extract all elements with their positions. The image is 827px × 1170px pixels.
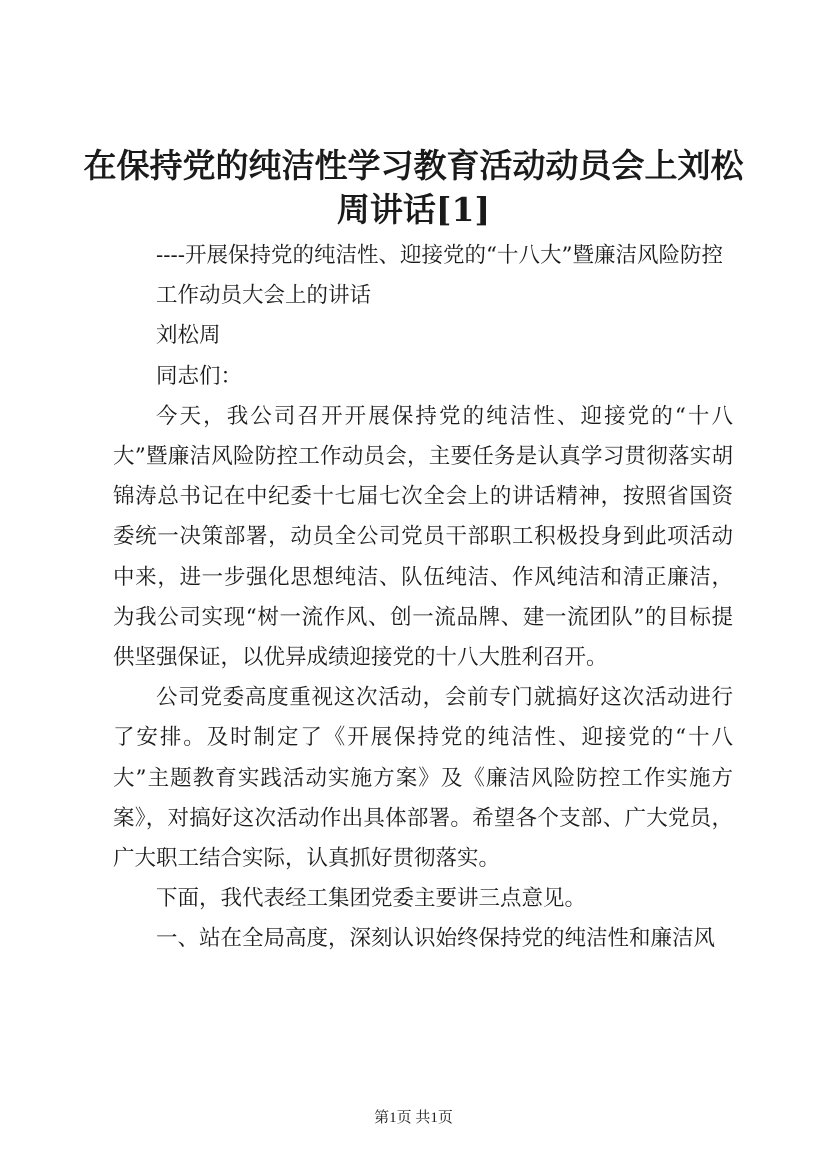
speaker-name: 刘松周 xyxy=(156,323,221,349)
subtitle-line-2: 工作动员大会上的讲话 xyxy=(156,283,372,309)
body-paragraph: 下面，我代表经工集团党委主要讲三点意见。 xyxy=(156,886,587,912)
subtitle-line: ----开展保持党的纯洁性、迎接党的“十八大”暨廉洁风险防控 xyxy=(156,243,724,268)
body-paragraph: 今天，我公司召开开展保持党的纯洁性、迎接党的“十八大”暨廉洁风险防控工作动员会，主要任务是认真学习贯彻落实胡锦涛总书记在中纪委十七届七次全会上的讲话精神，按照省国资委统一决策部署，动员全公司党员干部职工积极投身到此项活动中来，进一步强化思想纯洁、队伍纯洁、作风纯洁和清正廉洁，为我公司实现“树一流作风、创一流品牌、建一流团队”的目标提供坚强保证，以优异成绩迎接党的十八大胜利召开。 xyxy=(113,403,733,671)
page-footer: 第1页 共1页 xyxy=(374,1110,453,1126)
document-body xyxy=(113,236,733,960)
section-heading: 一、站在全局高度，深刻认识始终保持党的纯洁性和廉洁风 xyxy=(156,926,716,952)
body-paragraph: 公司党委高度重视这次活动，会前专门就搞好这次活动进行了安排。及时制定了《开展保持党的纯洁性、迎接党的“十八大”主题教育实践活动实施方案》及《廉洁风险防控工作实施方案》，对搞好这次活动作出具体部署。希望各个支部、广大党员，广大职工结合实际，认真抓好贯彻落实。 xyxy=(113,685,733,872)
salutation: 同志们： xyxy=(156,363,243,389)
document-title: 在保持党的纯洁性学习教育活动动员会上刘松周讲话[1] xyxy=(83,146,744,229)
